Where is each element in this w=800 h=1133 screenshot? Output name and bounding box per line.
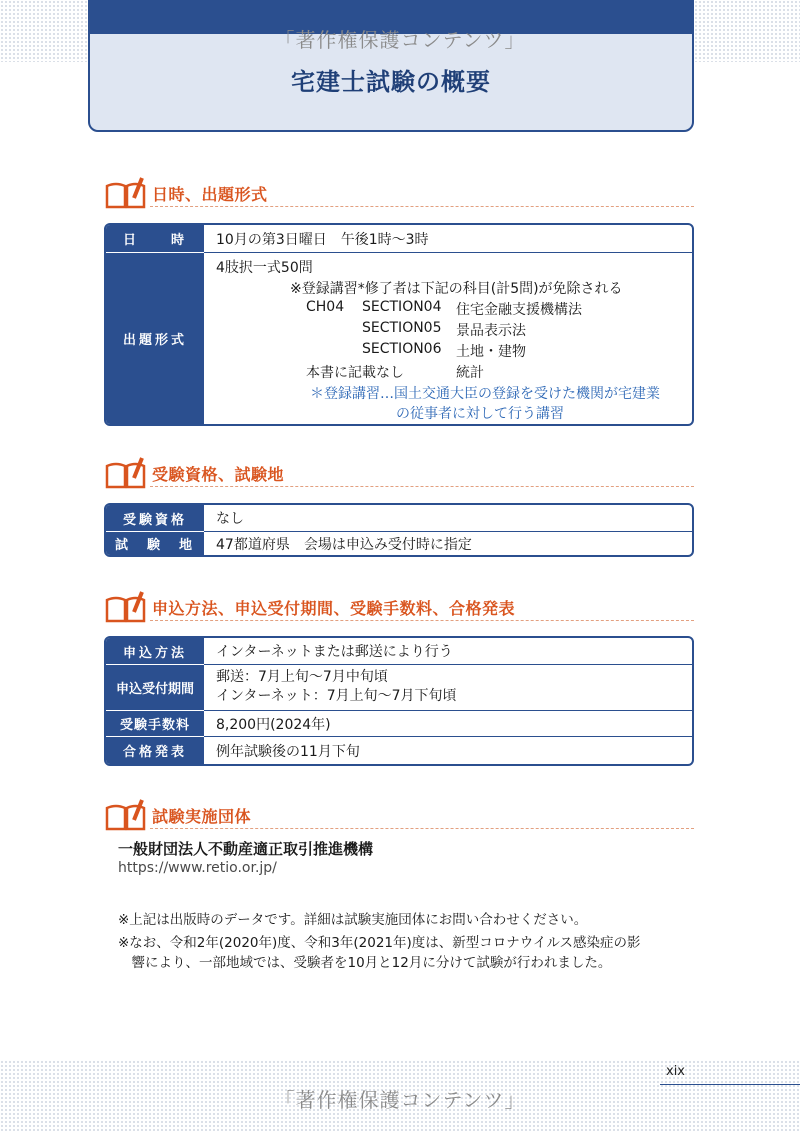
row-value: なし (216, 511, 244, 527)
format-line: SECTION04 (362, 299, 442, 315)
open-book-pencil-icon (104, 798, 148, 832)
application-table (104, 636, 694, 766)
row-value: 8,200円(2024年) (216, 716, 331, 733)
table-row (106, 531, 692, 555)
table-row (106, 225, 692, 252)
section-heading-qualification (104, 456, 694, 490)
period-line: 郵送：7月上旬〜7月中旬頃 (216, 669, 388, 685)
format-line: CH04 (306, 299, 345, 315)
section-heading-organization (104, 798, 694, 832)
table-row (106, 736, 692, 764)
note-line: ※上記は出版時のデータです。詳細は試験実施団体にお問い合わせください。 (118, 912, 588, 928)
note-line: ※なお、令和2年(2020年)度、令和3年(2021年)度は、新型コロナウイルス感染症の影 (118, 935, 641, 951)
section-heading-schedule (104, 176, 694, 210)
open-book-pencil-icon (104, 456, 148, 490)
format-line: 景品表示法 (456, 323, 526, 339)
section-title: 受験資格、試験地 (152, 465, 285, 484)
row-label: 申込受付期間 (106, 664, 204, 710)
format-line: 住宅金融支援機構法 (456, 302, 582, 318)
section-heading-application (104, 590, 694, 624)
row-label: 合格発表 (106, 736, 204, 764)
dashed-divider (150, 206, 694, 207)
dashed-divider (150, 620, 694, 621)
watermark-bottom: 「著作権保護コンテンツ」 (274, 1088, 526, 1112)
table-row (106, 638, 692, 664)
organization-name: 一般財団法人不動産適正取引推進機構 (118, 840, 374, 858)
organization-url[interactable]: https://www.retio.or.jp/ (118, 860, 277, 876)
row-label: 試 験 地 (106, 531, 204, 555)
format-line: 土地・建物 (456, 344, 526, 360)
open-book-pencil-icon (104, 590, 148, 624)
watermark-top: 「著作権保護コンテンツ」 (274, 28, 526, 52)
qualification-table (104, 503, 694, 557)
section-title: 試験実施団体 (152, 807, 252, 826)
row-value: 10月の第3日曜日 午後1時〜3時 (216, 231, 429, 248)
title-box (88, 0, 694, 132)
footnote-line: の従事者に対して行う講習 (396, 406, 564, 422)
format-line: SECTION05 (362, 320, 442, 336)
row-value (216, 665, 457, 710)
format-details (216, 257, 686, 426)
format-line: 本書に記載なし (306, 365, 404, 381)
period-line: インターネット：7月上旬〜7月下旬頃 (216, 688, 457, 704)
row-value: 例年試験後の11月下旬 (216, 743, 360, 760)
table-row (106, 710, 692, 736)
format-line: 統計 (456, 365, 484, 381)
note-line: 響により、一部地域では、受験者を10月と12月に分けて試験が行われました。 (118, 955, 612, 971)
format-line: SECTION06 (362, 341, 442, 357)
page-number: xix (666, 1064, 685, 1079)
format-line: ※登録講習*修了者は下記の科目(計5問)が免除される (290, 281, 623, 297)
section-title: 申込方法、申込受付期間、受験手数料、合格発表 (152, 599, 516, 618)
format-line: 4肢択一式50問 (216, 260, 313, 276)
table-row (106, 664, 692, 710)
footnote-line: ＊登録講習…国土交通大臣の登録を受けた機関が宅建業 (310, 386, 660, 402)
section-title: 日時、出題形式 (152, 185, 268, 204)
table-row (106, 505, 692, 531)
row-label: 受験資格 (106, 505, 204, 531)
row-label: 出題形式 (106, 252, 204, 424)
row-label: 日 時 (106, 225, 204, 252)
schedule-table (104, 223, 694, 426)
dashed-divider (150, 486, 694, 487)
row-value: インターネットまたは郵送により行う (216, 644, 453, 660)
row-value: 47都道府県 会場は申込み受付時に指定 (216, 536, 472, 553)
table-row (106, 252, 692, 424)
open-book-pencil-icon (104, 176, 148, 210)
row-label: 受験手数料 (106, 710, 204, 736)
dashed-divider (150, 828, 694, 829)
row-label: 申込方法 (106, 638, 204, 664)
page-title: 宅建士試験の概要 (291, 68, 491, 96)
